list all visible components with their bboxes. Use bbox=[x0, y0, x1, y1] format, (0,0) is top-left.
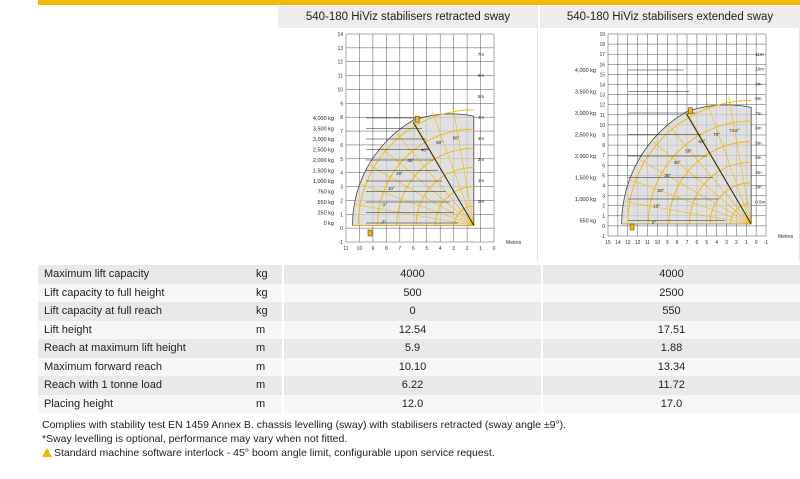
load-label: 1,500 kg bbox=[574, 175, 596, 182]
spec-value-extended: 17.0 bbox=[543, 395, 800, 414]
y-tick-label: 0 bbox=[340, 226, 343, 233]
spec-unit: m bbox=[256, 395, 282, 414]
angle-label: 70° bbox=[713, 132, 721, 138]
load-chart-extended bbox=[540, 28, 800, 262]
radius-label: 7m bbox=[477, 52, 485, 57]
note-sway-optional: *Sway levelling is optional, performance may vary when not fitted. bbox=[42, 433, 348, 445]
table-row bbox=[38, 339, 800, 358]
y-tick-label: 5 bbox=[340, 156, 343, 163]
load-label: 550 kg bbox=[317, 200, 334, 206]
x-tick-label: 1 bbox=[479, 246, 482, 252]
y-tick-label: 12 bbox=[599, 102, 605, 109]
x-tick-label: 7 bbox=[685, 240, 689, 246]
load-label: 1,000 kg bbox=[574, 197, 596, 203]
x-tick-label: 4 bbox=[715, 240, 719, 246]
y-tick-label: 1 bbox=[340, 212, 343, 219]
x-unit-label: Metres bbox=[778, 234, 794, 240]
y-tick-label: -1 bbox=[338, 240, 343, 246]
load-label: 2,000 kg bbox=[574, 154, 596, 160]
x-tick-label: 10 bbox=[356, 246, 363, 252]
spec-value-extended: 2500 bbox=[543, 284, 800, 303]
spec-value-retracted: 6.22 bbox=[284, 376, 541, 395]
spec-value-retracted: 4000 bbox=[284, 265, 541, 284]
spec-unit: m bbox=[256, 339, 282, 358]
y-tick-label: 6 bbox=[340, 142, 343, 149]
angle-label: 58° bbox=[452, 135, 460, 141]
angle-label: 10° bbox=[653, 203, 661, 209]
header-extended-title: 540-180 HiViz stabilisers extended sway bbox=[540, 6, 800, 28]
load-label: 2,500 kg bbox=[312, 147, 334, 154]
radius-label: 6m bbox=[477, 73, 485, 78]
radius-label: 6m bbox=[755, 125, 762, 131]
spec-value-retracted: 0 bbox=[284, 302, 541, 321]
spec-label: Reach at maximum lift height bbox=[38, 339, 256, 358]
table-row bbox=[38, 395, 800, 414]
y-tick-label: 4 bbox=[340, 170, 343, 177]
x-tick-label: 6 bbox=[411, 246, 415, 252]
angle-label: -3° bbox=[380, 219, 387, 225]
table-row bbox=[38, 358, 800, 377]
carriage-low-icon bbox=[630, 224, 634, 230]
spec-value-extended: 550 bbox=[543, 302, 800, 321]
x-tick-label: 15 bbox=[605, 240, 611, 246]
load-label: 2,500 kg bbox=[574, 132, 596, 139]
y-tick-label: 9 bbox=[340, 101, 343, 108]
y-tick-label: 13 bbox=[337, 45, 343, 52]
x-tick-label: 0 bbox=[754, 240, 758, 246]
radius-label: 1m bbox=[477, 178, 485, 183]
chart-blank-cell bbox=[38, 28, 276, 262]
load-label: 2,000 kg bbox=[312, 158, 334, 164]
load-chart-retracted bbox=[278, 28, 539, 262]
x-tick-label: 9 bbox=[371, 246, 375, 252]
y-tick-label: 15 bbox=[599, 72, 605, 79]
spec-value-retracted: 12.54 bbox=[284, 321, 541, 340]
load-chart-retracted-cell bbox=[278, 28, 538, 262]
x-tick-label: 11 bbox=[644, 240, 651, 246]
x-tick-label: 6 bbox=[695, 240, 699, 246]
angle-label: 73.6° bbox=[728, 128, 740, 134]
x-tick-label: 5 bbox=[705, 240, 709, 246]
y-tick-label: 8 bbox=[340, 115, 343, 122]
spec-unit: m bbox=[256, 321, 282, 340]
y-tick-label: 3 bbox=[340, 184, 343, 191]
carriage-icon bbox=[688, 108, 692, 114]
y-tick-label: 5 bbox=[602, 173, 605, 180]
table-row bbox=[38, 265, 800, 284]
note-interlock-text: Standard machine software interlock - 45° boom angle limit, configurable upon service request. bbox=[54, 447, 495, 459]
spec-unit: kg bbox=[256, 302, 282, 321]
y-tick-label: 11 bbox=[337, 73, 343, 80]
x-tick-label: -1 bbox=[763, 240, 769, 246]
x-tick-label: 11 bbox=[343, 246, 349, 252]
radius-label: 4m bbox=[755, 155, 762, 161]
x-tick-label: 10 bbox=[654, 240, 661, 246]
x-tick-label: 12 bbox=[634, 240, 641, 246]
y-tick-label: 13 bbox=[599, 92, 605, 99]
spec-value-extended: 17.51 bbox=[543, 321, 800, 340]
x-tick-label: 1 bbox=[744, 240, 748, 246]
x-unit-label: Metres bbox=[506, 240, 522, 246]
spec-value-extended: 13.34 bbox=[543, 358, 800, 377]
note-interlock bbox=[42, 446, 792, 460]
load-label: 750 kg bbox=[317, 189, 334, 196]
angle-label: 50° bbox=[685, 148, 693, 154]
table-row bbox=[38, 321, 800, 340]
top-accent-band bbox=[38, 0, 800, 5]
angle-label: 10° bbox=[387, 186, 395, 192]
spec-table bbox=[38, 265, 800, 413]
y-tick-label: 7 bbox=[602, 153, 605, 160]
radius-label: 3m bbox=[755, 169, 762, 175]
y-tick-label: 19 bbox=[599, 32, 605, 38]
radius-label: 5m bbox=[755, 140, 762, 146]
y-tick-label: 1 bbox=[602, 213, 605, 220]
spec-unit: m bbox=[256, 376, 282, 395]
spec-unit: kg bbox=[256, 284, 282, 303]
notes-block bbox=[42, 418, 792, 460]
spec-label: Lift height bbox=[38, 321, 256, 340]
radius-label: 8m bbox=[755, 96, 762, 102]
spec-value-retracted: 5.9 bbox=[284, 339, 541, 358]
y-tick-label: 2 bbox=[602, 203, 605, 210]
y-tick-label: 0 bbox=[602, 223, 605, 230]
spec-label: Reach with 1 tonne load bbox=[38, 376, 256, 395]
y-tick-label: 14 bbox=[599, 82, 605, 89]
y-tick-label: 6 bbox=[602, 163, 605, 170]
angle-label: 20° bbox=[396, 171, 404, 177]
radius-label: 2m bbox=[477, 157, 485, 162]
spec-value-extended: 4000 bbox=[543, 265, 800, 284]
spec-value-extended: 11.72 bbox=[543, 376, 800, 395]
load-label: 3,000 kg bbox=[574, 111, 596, 117]
y-tick-label: 16 bbox=[599, 62, 605, 69]
angle-label: 30° bbox=[664, 173, 672, 179]
y-tick-label: 10 bbox=[599, 122, 605, 129]
radius-label: 4m bbox=[477, 115, 485, 120]
load-label: 250 kg bbox=[317, 210, 334, 217]
warning-icon bbox=[42, 448, 52, 457]
radius-label: 2m bbox=[755, 184, 762, 190]
spec-label: Maximum lift capacity bbox=[38, 265, 256, 284]
radius-label: 9m bbox=[755, 81, 762, 87]
angle-label: 40° bbox=[420, 147, 428, 153]
y-tick-label: -1 bbox=[600, 234, 605, 240]
y-tick-label: 7 bbox=[340, 129, 343, 136]
y-tick-label: 2 bbox=[340, 198, 343, 205]
spec-label: Placing height bbox=[38, 395, 256, 414]
load-label: 4,000 kg bbox=[312, 116, 334, 122]
load-label: 4,000 kg bbox=[574, 68, 596, 74]
x-tick-label: 5 bbox=[425, 246, 429, 252]
table-header bbox=[38, 6, 800, 28]
angle-label: 60° bbox=[698, 139, 706, 145]
y-tick-label: 12 bbox=[337, 59, 343, 66]
load-label: 1,500 kg bbox=[312, 168, 334, 175]
angle-label: 0° bbox=[651, 219, 657, 225]
load-chart-extended-cell bbox=[540, 28, 800, 262]
spec-label: Lift capacity at full reach bbox=[38, 302, 256, 321]
load-chart-row bbox=[38, 28, 800, 262]
spec-label: Maximum forward reach bbox=[38, 358, 256, 377]
x-tick-label: 14 bbox=[615, 240, 621, 246]
radius-label: 11m bbox=[755, 52, 764, 57]
radius-label: 10m bbox=[755, 66, 764, 72]
load-label: 550 kg bbox=[579, 218, 596, 225]
spec-value-retracted: 10.10 bbox=[284, 358, 541, 377]
spec-unit: kg bbox=[256, 265, 282, 284]
angle-label: 30° bbox=[407, 158, 415, 164]
table-row bbox=[38, 284, 800, 303]
y-tick-label: 18 bbox=[599, 42, 605, 49]
x-tick-label: 3 bbox=[725, 240, 728, 246]
y-tick-label: 11 bbox=[599, 112, 605, 119]
y-tick-label: 4 bbox=[602, 183, 605, 190]
header-blank-cell bbox=[38, 6, 276, 28]
x-tick-label: 9 bbox=[665, 240, 669, 246]
angle-label: 0° bbox=[382, 202, 387, 208]
x-tick-label: 13 bbox=[624, 240, 631, 246]
x-tick-label: 2 bbox=[734, 240, 738, 246]
spec-label: Lift capacity to full height bbox=[38, 284, 256, 303]
angle-label: 40° bbox=[673, 159, 681, 165]
spec-value-retracted: 12.0 bbox=[284, 395, 541, 414]
carriage-low-icon bbox=[368, 230, 372, 236]
y-tick-label: 3 bbox=[602, 193, 605, 200]
radius-label: 7m bbox=[755, 110, 762, 116]
load-label: 3,500 kg bbox=[574, 89, 596, 96]
angle-label: 50° bbox=[436, 139, 443, 145]
radius-label: 3m bbox=[477, 136, 485, 141]
y-tick-label: 8 bbox=[602, 143, 605, 150]
x-tick-label: 0 bbox=[492, 246, 496, 252]
radius-label: 0m bbox=[477, 199, 485, 204]
spec-value-extended: 1.88 bbox=[543, 339, 800, 358]
load-label: 3,000 kg bbox=[312, 137, 334, 143]
x-tick-label: 4 bbox=[438, 246, 442, 252]
radius-label: 5m bbox=[477, 94, 485, 99]
note-compliance: Complies with stability test EN 1459 Annex B. chassis levelling (sway) with stabilisers retracted (sway angle ±9°). bbox=[42, 419, 567, 431]
x-tick-label: 7 bbox=[398, 246, 402, 252]
spec-value-retracted: 500 bbox=[284, 284, 541, 303]
spec-unit: m bbox=[256, 358, 282, 377]
table-row bbox=[38, 376, 800, 395]
x-tick-label: 8 bbox=[384, 246, 388, 252]
x-tick-label: 3 bbox=[452, 246, 456, 252]
load-label: 1,000 kg bbox=[312, 179, 334, 185]
x-tick-label: 2 bbox=[465, 246, 469, 252]
x-tick-label: 8 bbox=[675, 240, 679, 246]
y-tick-label: 14 bbox=[337, 32, 343, 38]
radius-label: 0.5m bbox=[755, 199, 766, 205]
load-label: 3,500 kg bbox=[312, 126, 334, 133]
carriage-icon bbox=[415, 116, 419, 122]
angle-label: 20° bbox=[657, 187, 665, 193]
table-row bbox=[38, 302, 800, 321]
y-tick-label: 9 bbox=[602, 133, 605, 139]
header-retracted-title: 540-180 HiViz stabilisers retracted sway bbox=[278, 6, 538, 28]
y-tick-label: 10 bbox=[337, 87, 343, 94]
load-label: 0 kg bbox=[323, 221, 334, 227]
y-tick-label: 17 bbox=[599, 52, 605, 59]
